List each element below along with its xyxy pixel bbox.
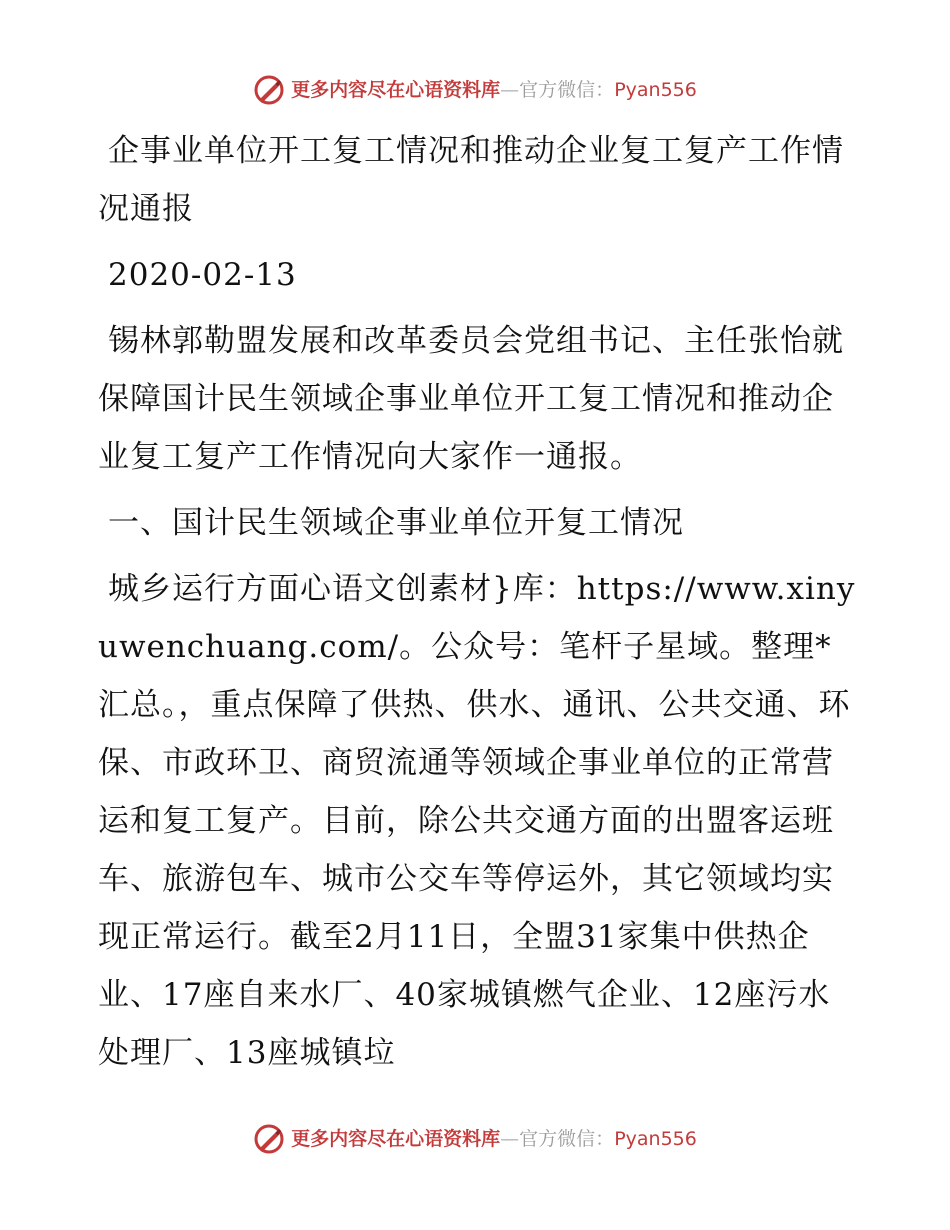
intro-paragraph: 锡林郭勒盟发展和改革委员会党组书记、主任张怡就保障国计民生领域企事业单位开工复工情况和推动企业复工复产工作情况向大家作一通报。 bbox=[98, 323, 844, 475]
watermark-main-text: 更多内容尽在心语资料库 bbox=[291, 1128, 501, 1150]
section-heading: 一、国计民生领域企事业单位开复工情况 bbox=[108, 505, 684, 541]
pen-logo-icon bbox=[253, 1123, 285, 1155]
body-paragraph: 城乡运行方面心语文创素材}库：https://www.xinyuwenchuang.com/。公众号：笔杆子星域。整理*汇总。，重点保障了供热、供水、通讯、公共交通、环保、市政环卫、商贸流通等领域企事业单位的正常营运和复工复产。目前，除公共交通方面的出盟客运班车、旅游包车、城市公交车等停运外，其它领域均实现正常运行。截至2月11日，全盟31家集中供热企业、17座自来水厂、40家城镇燃气企业、12座污水处理厂、13座城镇垃 bbox=[98, 571, 856, 1071]
document-body bbox=[98, 122, 858, 1082]
watermark-separator: — bbox=[500, 1128, 520, 1150]
pen-logo-icon bbox=[253, 74, 285, 106]
watermark-separator: — bbox=[500, 79, 520, 101]
watermark-wechat-id: Pyan556 bbox=[614, 1128, 697, 1150]
watermark-main-text: 更多内容尽在心语资料库 bbox=[291, 79, 501, 101]
watermark-wechat-id: Pyan556 bbox=[614, 79, 697, 101]
document-date: 2020-02-13 bbox=[108, 257, 297, 293]
header-watermark-banner bbox=[0, 70, 950, 110]
document-title: 企事业单位开工复工情况和推动企业复工复产工作情况通报 bbox=[98, 133, 844, 227]
footer-watermark-banner bbox=[0, 1119, 950, 1159]
watermark-label: 官方微信： bbox=[519, 1128, 615, 1150]
watermark-label: 官方微信： bbox=[519, 79, 615, 101]
